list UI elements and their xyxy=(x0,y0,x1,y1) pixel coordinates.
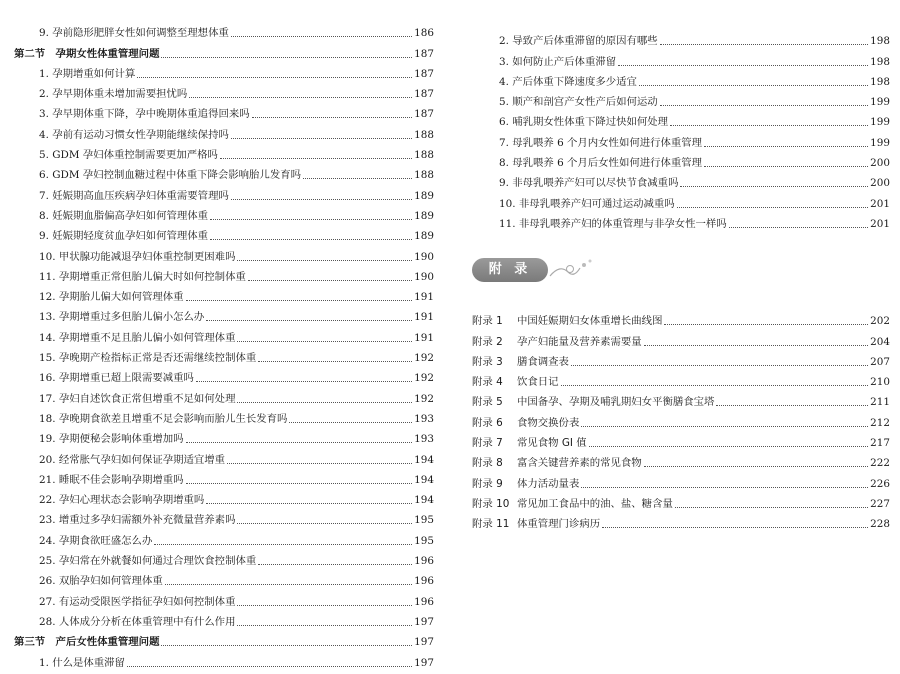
appendix-number: 附录 4 xyxy=(472,376,503,389)
dot-leader xyxy=(258,564,412,565)
toc-entry xyxy=(14,446,434,466)
toc-entry xyxy=(14,406,434,426)
dot-leader xyxy=(161,645,412,646)
appendix-title: 饮食日记 xyxy=(517,376,559,389)
toc-entry xyxy=(14,101,434,121)
page-number: 198 xyxy=(870,55,890,68)
dot-leader xyxy=(237,605,412,606)
toc-entry-label: 10. 甲状腺功能减退孕妇体重控制更困难吗 xyxy=(39,250,236,263)
appendix-number: 附录 5 xyxy=(472,396,503,409)
page-number: 187 xyxy=(414,47,434,60)
dot-leader xyxy=(561,385,869,386)
dot-leader xyxy=(644,345,868,346)
page-number: 190 xyxy=(414,270,434,283)
page-number: 211 xyxy=(870,396,890,409)
appendix-title: 孕产妇能量及营养素需要量 xyxy=(517,335,642,348)
appendix-list xyxy=(472,308,890,531)
toc-entry-label: 9. 妊娠期轻度贫血孕妇如何管理体重 xyxy=(39,230,209,243)
toc-entry xyxy=(14,121,434,141)
toc-entry-label: 3. 如何防止产后体重滞留 xyxy=(499,55,617,68)
appendix-entry xyxy=(472,349,890,369)
toc-entry xyxy=(474,170,890,190)
toc-entry-label: 11. 孕期增重正常但胎儿偏大时如何控制体重 xyxy=(39,270,246,283)
page-number: 196 xyxy=(414,575,434,588)
dot-leader xyxy=(664,324,868,325)
dot-leader xyxy=(231,138,412,139)
toc-entry-label: 25. 孕妇常在外就餐如何通过合理饮食控制体重 xyxy=(39,555,257,568)
appendix-number: 附录 8 xyxy=(472,457,503,470)
appendix-number: 附录 9 xyxy=(472,477,503,490)
page-number: 194 xyxy=(414,453,434,466)
dot-leader xyxy=(571,365,868,366)
page-number: 210 xyxy=(870,376,890,389)
page-number: 187 xyxy=(414,67,434,80)
appendix-number: 附录 7 xyxy=(472,437,503,450)
toc-section-heading xyxy=(14,629,434,649)
dot-leader xyxy=(639,85,868,86)
dot-leader xyxy=(206,320,412,321)
toc-entry-label: 5. GDM 孕妇体重控制需要更加严格吗 xyxy=(39,149,218,162)
toc-entry-label: 2. 孕早期体重未增加需要担忧吗 xyxy=(39,88,188,101)
appendix-title: 富含关键营养素的常见食物 xyxy=(517,457,642,470)
appendix-header xyxy=(472,256,612,286)
toc-entry-label: 20. 经常胀气孕妇如何保证孕期适宜增重 xyxy=(39,453,226,466)
toc-entry xyxy=(474,48,890,68)
appendix-title: 中国备孕、孕期及哺乳期妇女平衡膳食宝塔 xyxy=(517,396,715,409)
dot-leader xyxy=(303,178,412,179)
page-number: 202 xyxy=(870,315,890,328)
toc-entry xyxy=(14,162,434,182)
appendix-entry xyxy=(472,308,890,328)
toc-entry-label: 13. 孕期增重过多但胎儿偏小怎么办 xyxy=(39,311,205,324)
page-number: 192 xyxy=(414,392,434,405)
dot-leader xyxy=(670,125,868,126)
toc-entry-label: 10. 非母乳喂养产妇可通过运动减重吗 xyxy=(499,197,675,210)
page-number: 207 xyxy=(870,355,890,368)
dot-leader xyxy=(206,503,412,504)
page-number: 190 xyxy=(414,250,434,263)
dot-leader xyxy=(137,77,412,78)
toc-entry-label: 9. 非母乳喂养产妇可以尽快节食减重吗 xyxy=(499,177,679,190)
dot-leader xyxy=(127,666,412,667)
dot-leader xyxy=(602,527,868,528)
dot-leader xyxy=(189,97,412,98)
appendix-number: 附录 3 xyxy=(472,355,503,368)
appendix-number: 附录 2 xyxy=(472,335,503,348)
page-number: 188 xyxy=(414,169,434,182)
dot-leader xyxy=(227,463,412,464)
appendix-entry-label xyxy=(472,417,579,430)
appendix-entry xyxy=(472,511,890,531)
toc-entry xyxy=(14,142,434,162)
appendix-entry-label xyxy=(472,457,642,470)
toc-left-column xyxy=(14,20,434,670)
toc-entry xyxy=(14,365,434,385)
appendix-number: 附录 10 xyxy=(472,497,510,510)
toc-entry xyxy=(14,568,434,588)
page-number: 187 xyxy=(414,108,434,121)
toc-entry xyxy=(14,223,434,243)
page-number: 189 xyxy=(414,230,434,243)
toc-entry xyxy=(14,182,434,202)
toc-entry-label: 18. 孕晚期食欲差且增重不足会影响而胎儿生长发育吗 xyxy=(39,412,288,425)
page-number: 199 xyxy=(870,96,890,109)
dot-leader xyxy=(589,446,868,447)
toc-entry xyxy=(474,211,890,231)
page-number: 228 xyxy=(870,518,890,531)
page-number: 193 xyxy=(414,433,434,446)
toc-entry-label: 21. 睡眠不佳会影响孕期增重吗 xyxy=(39,473,184,486)
toc-entry-label: 4. 孕前有运动习惯女性孕期能继续保持吗 xyxy=(39,128,229,141)
appendix-header-label: 附 录 xyxy=(472,258,548,282)
page-number: 204 xyxy=(870,335,890,348)
toc-entry xyxy=(14,527,434,547)
toc-entry-label: 8. 妊娠期血脂偏高孕妇如何管理体重 xyxy=(39,209,209,222)
page-number: 199 xyxy=(870,116,890,129)
appendix-title: 体力活动量表 xyxy=(517,477,580,490)
dot-leader xyxy=(165,584,412,585)
appendix-entry-label xyxy=(472,315,662,328)
toc-entry xyxy=(474,129,890,149)
appendix-entry-label xyxy=(472,518,600,531)
appendix-entry xyxy=(472,328,890,348)
toc-entry-label: 17. 孕妇自述饮食正常但增重不足如何处理 xyxy=(39,392,236,405)
page-number: 201 xyxy=(870,217,890,230)
page-number: 201 xyxy=(870,197,890,210)
appendix-entry xyxy=(472,389,890,409)
appendix-entry-label xyxy=(472,478,579,491)
appendix-title: 中国妊娠期妇女体重增长曲线图 xyxy=(517,315,663,328)
page-number: 191 xyxy=(414,331,434,344)
toc-right-column xyxy=(474,28,890,231)
toc-entry xyxy=(14,345,434,365)
toc-entry xyxy=(474,109,890,129)
appendix-title: 食物交换份表 xyxy=(517,416,580,429)
toc-entry-label: 23. 增重过多孕妇需额外补充微量营养素吗 xyxy=(39,514,236,527)
toc-entry-label: 19. 孕期便秘会影响体重增加吗 xyxy=(39,433,184,446)
toc-entry xyxy=(14,264,434,284)
dot-leader xyxy=(210,239,412,240)
dot-leader xyxy=(289,422,412,423)
page-number: 227 xyxy=(870,497,890,510)
dot-leader xyxy=(210,219,412,220)
page-number: 196 xyxy=(414,595,434,608)
dot-leader xyxy=(237,625,412,626)
toc-entry-label: 3. 孕早期体重下降，孕中晚期体重追得回来吗 xyxy=(39,108,250,121)
toc-entry-label: 11. 非母乳喂养产妇的体重管理与非孕女性一样吗 xyxy=(499,217,727,230)
dot-leader xyxy=(258,361,412,362)
dot-leader xyxy=(186,442,413,443)
toc-entry-label: 14. 孕期增重不足且胎儿偏小如何管理体重 xyxy=(39,331,236,344)
toc-entry xyxy=(474,89,890,109)
toc-entry-label: 7. 母乳喂养 6 个月内女性如何进行体重管理 xyxy=(499,136,703,149)
toc-entry-label: 15. 孕晚期产检指标正常是否还需继续控制体重 xyxy=(39,352,257,365)
dot-leader xyxy=(186,483,413,484)
dot-leader xyxy=(231,199,412,200)
dot-leader xyxy=(248,280,412,281)
appendix-entry xyxy=(472,450,890,470)
dot-leader xyxy=(196,381,412,382)
dot-leader xyxy=(237,402,412,403)
page-number: 195 xyxy=(414,534,434,547)
dot-leader xyxy=(704,146,868,147)
appendix-entry-label xyxy=(472,356,569,369)
dot-leader xyxy=(154,544,412,545)
dot-leader xyxy=(220,158,412,159)
toc-entry-label: 5. 顺产和剖宫产女性产后如何运动 xyxy=(499,96,658,109)
page-number: 199 xyxy=(870,136,890,149)
toc-entry xyxy=(14,81,434,101)
toc-entry xyxy=(474,69,890,89)
appendix-entry-label xyxy=(472,396,714,409)
page-number: 193 xyxy=(414,412,434,425)
appendix-entry-label xyxy=(472,336,642,349)
toc-entry xyxy=(14,243,434,263)
dot-leader xyxy=(680,186,868,187)
toc-entry xyxy=(14,588,434,608)
toc-entry-label: 9. 孕前隐形肥胖女性如何调整至理想体重 xyxy=(39,27,229,40)
toc-entry xyxy=(14,487,434,507)
appendix-entry xyxy=(472,430,890,450)
toc-entry xyxy=(14,426,434,446)
dot-leader xyxy=(716,405,868,406)
page-number: 198 xyxy=(870,75,890,88)
page-number: 197 xyxy=(414,615,434,628)
page-number: 195 xyxy=(414,514,434,527)
page-number: 186 xyxy=(414,27,434,40)
dot-leader xyxy=(161,57,412,58)
page-number: 189 xyxy=(414,209,434,222)
toc-entry xyxy=(474,190,890,210)
appendix-number: 附录 6 xyxy=(472,416,503,429)
toc-entry-label: 6. 哺乳期女性体重下降过快如何处理 xyxy=(499,116,669,129)
toc-entry xyxy=(14,203,434,223)
appendix-title: 常见食物 GI 值 xyxy=(517,437,587,450)
page-number: 200 xyxy=(870,177,890,190)
toc-entry-label: 24. 孕期食欲旺盛怎么办 xyxy=(39,534,153,547)
toc-entry xyxy=(14,284,434,304)
toc-entry-label: 12. 孕期胎儿偏大如何管理体重 xyxy=(39,291,184,304)
toc-entry-label: 28. 人体成分分析在体重管理中有什么作用 xyxy=(39,615,236,628)
dot-leader xyxy=(677,207,868,208)
toc-entry-label: 6. GDM 孕妇控制血糖过程中体重下降会影响胎儿发育吗 xyxy=(39,169,301,182)
page-number: 212 xyxy=(870,416,890,429)
dot-leader xyxy=(729,227,869,228)
dot-leader xyxy=(237,341,412,342)
toc-entry xyxy=(14,548,434,568)
toc-entry-label: 4. 产后体重下降速度多少适宜 xyxy=(499,75,637,88)
toc-entry xyxy=(14,507,434,527)
appendix-entry xyxy=(472,409,890,429)
appendix-entry xyxy=(472,491,890,511)
appendix-title: 膳食调查表 xyxy=(517,355,569,368)
toc-entry-label: 8. 母乳喂养 6 个月后女性如何进行体重管理 xyxy=(499,157,703,170)
appendix-entry-label xyxy=(472,498,673,511)
toc-entry xyxy=(14,304,434,324)
page-number: 194 xyxy=(414,473,434,486)
toc-entry xyxy=(14,649,434,669)
page-number: 196 xyxy=(414,555,434,568)
appendix-title: 常见加工食品中的油、盐、糖含量 xyxy=(517,497,673,510)
dot-leader xyxy=(252,117,413,118)
toc-entry-label: 7. 妊娠期高血压疾病孕妇体重需要管理吗 xyxy=(39,189,229,202)
page-number: 226 xyxy=(870,477,890,490)
toc-entry-label: 2. 导致产后体重滞留的原因有哪些 xyxy=(499,35,658,48)
page-number: 191 xyxy=(414,291,434,304)
dot-leader xyxy=(186,300,413,301)
toc-entry-label: 第三节 产后女性体重管理问题 xyxy=(14,636,160,649)
appendix-title: 体重管理门诊病历 xyxy=(517,518,601,531)
page-number: 189 xyxy=(414,189,434,202)
dot-leader xyxy=(704,166,868,167)
toc-entry-label: 26. 双胎孕妇如何管理体重 xyxy=(39,575,163,588)
toc-entry-label: 22. 孕妇心理状态会影响孕期增重吗 xyxy=(39,494,205,507)
page-number: 188 xyxy=(414,128,434,141)
toc-entry-label: 1. 什么是体重滞留 xyxy=(39,656,125,669)
toc-entry xyxy=(474,150,890,170)
dot-leader xyxy=(237,523,412,524)
dot-leader xyxy=(618,65,868,66)
toc-section-heading xyxy=(14,40,434,60)
toc-entry xyxy=(14,385,434,405)
page-number: 197 xyxy=(414,656,434,669)
page-number: 194 xyxy=(414,494,434,507)
toc-entry-label: 1. 孕期增重如何计算 xyxy=(39,67,136,80)
dot-leader xyxy=(581,426,868,427)
dot-leader xyxy=(660,44,868,45)
appendix-entry-label xyxy=(472,376,559,389)
toc-entry-label: 16. 孕期增重已超上限需要减重吗 xyxy=(39,372,194,385)
dot-leader xyxy=(660,105,868,106)
toc-entry xyxy=(14,20,434,40)
page-number: 200 xyxy=(870,157,890,170)
page-number: 192 xyxy=(414,372,434,385)
toc-entry-label: 第二节 孕期女性体重管理问题 xyxy=(14,47,160,60)
page-number: 187 xyxy=(414,88,434,101)
page-number: 188 xyxy=(414,149,434,162)
toc-entry xyxy=(14,324,434,344)
page-number: 192 xyxy=(414,352,434,365)
dot-leader xyxy=(675,507,868,508)
appendix-entry-label xyxy=(472,437,587,450)
toc-entry xyxy=(474,28,890,48)
dot-leader xyxy=(644,466,868,467)
page-number: 198 xyxy=(870,35,890,48)
appendix-entry xyxy=(472,369,890,389)
appendix-entry xyxy=(472,470,890,490)
appendix-number: 附录 1 xyxy=(472,315,503,328)
toc-entry xyxy=(14,467,434,487)
dot-leader xyxy=(231,36,412,37)
toc-entry-label: 27. 有运动受限医学指征孕妇如何控制体重 xyxy=(39,595,236,608)
decorative-swirl-icon xyxy=(546,256,596,282)
toc-entry xyxy=(14,61,434,81)
page-number: 197 xyxy=(414,636,434,649)
appendix-number: 附录 11 xyxy=(472,518,510,531)
page-number: 191 xyxy=(414,311,434,324)
dot-leader xyxy=(581,487,868,488)
toc-entry xyxy=(14,609,434,629)
dot-leader xyxy=(237,260,412,261)
page-number: 217 xyxy=(870,437,890,450)
page-number: 222 xyxy=(870,457,890,470)
